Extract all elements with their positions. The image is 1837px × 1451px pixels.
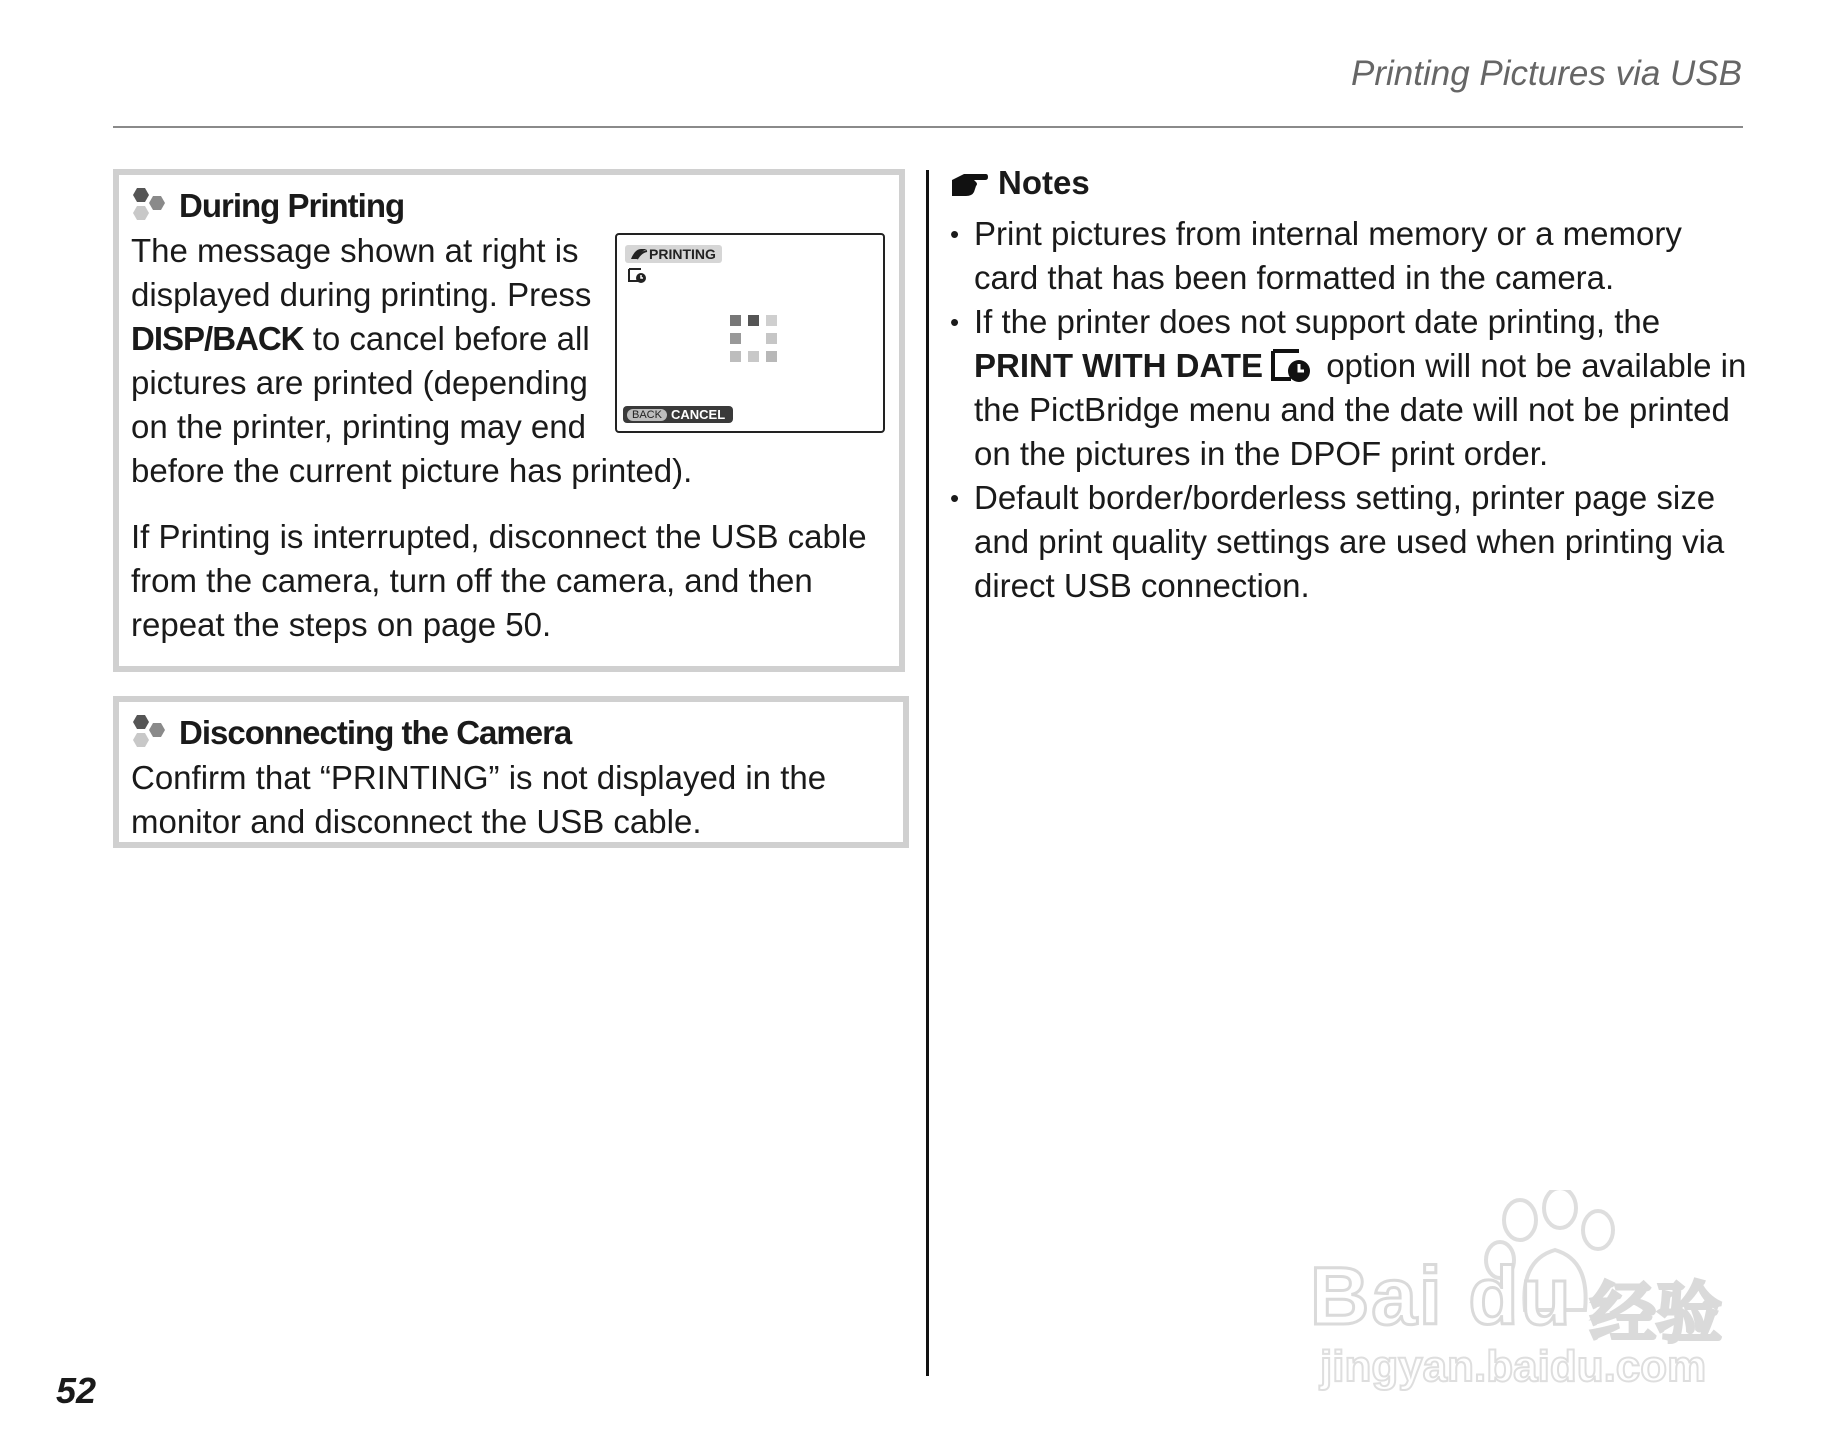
during-printing-box (113, 169, 905, 672)
during-printing-paragraph-2: If Printing is interrupted, disconnect the USB cable from the camera, turn off the camera, and then repeat the steps on page 50. (131, 518, 867, 643)
note-item-1: • Print pictures from internal memory or a memory card that has been formatted in the camera. (950, 212, 1750, 300)
note2-text-after: option will not be available in the PictBridge menu and the date will not be printed on the pictures in the DPOF print order. (974, 347, 1747, 472)
during-printing-title: During Printing (179, 187, 405, 224)
note2-text-before: If the printer does not support date printing, the (974, 303, 1661, 340)
printer-icon (629, 247, 649, 261)
during-printing-heading (131, 183, 887, 229)
notes-title: Notes (998, 164, 1090, 201)
progress-spinner-icon (730, 315, 778, 363)
para1-text-after: to cancel before all pictures are printed (depending on the printer, printing may end before the current picture has printed). (131, 320, 693, 489)
para1-text-before: The message shown at right is displayed during printing. Press (131, 232, 592, 313)
notes-heading (950, 160, 1750, 206)
print-date-icon (1269, 347, 1313, 383)
lcd-back-label: BACK (627, 409, 667, 421)
pointing-hand-icon (950, 168, 988, 198)
lcd-cancel-indicator (623, 406, 733, 423)
disconnecting-heading (131, 710, 891, 756)
watermark-chinese: 经验 (1590, 1276, 1722, 1350)
print-date-icon (627, 267, 647, 283)
note-item-3: • Default border/borderless setting, printer page size and print quality settings are used when printing via direct USB connection. (950, 476, 1750, 608)
disconnecting-title: Disconnecting the Camera (179, 714, 572, 751)
column-divider (926, 170, 929, 1376)
disconnecting-box (113, 696, 909, 848)
notes-section (950, 160, 1750, 608)
header-rule (113, 126, 1743, 128)
hexagon-cluster-icon (131, 186, 171, 226)
print-with-date-term: PRINT WITH DATE (974, 347, 1264, 384)
notes-list (950, 212, 1750, 608)
note-item-2 (950, 300, 1750, 476)
watermark-brand: Bai du (1310, 1251, 1573, 1342)
camera-lcd-screen (615, 233, 885, 433)
lcd-status-label: PRINTING (649, 246, 716, 262)
baidu-watermark (1310, 1190, 1750, 1390)
watermark-url: jingyan.baidu.com (1320, 1342, 1707, 1391)
running-head-title: Printing Pictures via USB (1351, 54, 1742, 93)
lcd-printing-status (625, 245, 722, 263)
disconnecting-text: Confirm that “PRINTING” is not displayed in the monitor and disconnect the USB cable. (131, 759, 827, 840)
lcd-cancel-label: CANCEL (670, 407, 726, 422)
disp-back-key: DISP/BACK (131, 320, 304, 357)
page-number: 52 (56, 1370, 97, 1411)
hexagon-cluster-icon (131, 713, 171, 753)
